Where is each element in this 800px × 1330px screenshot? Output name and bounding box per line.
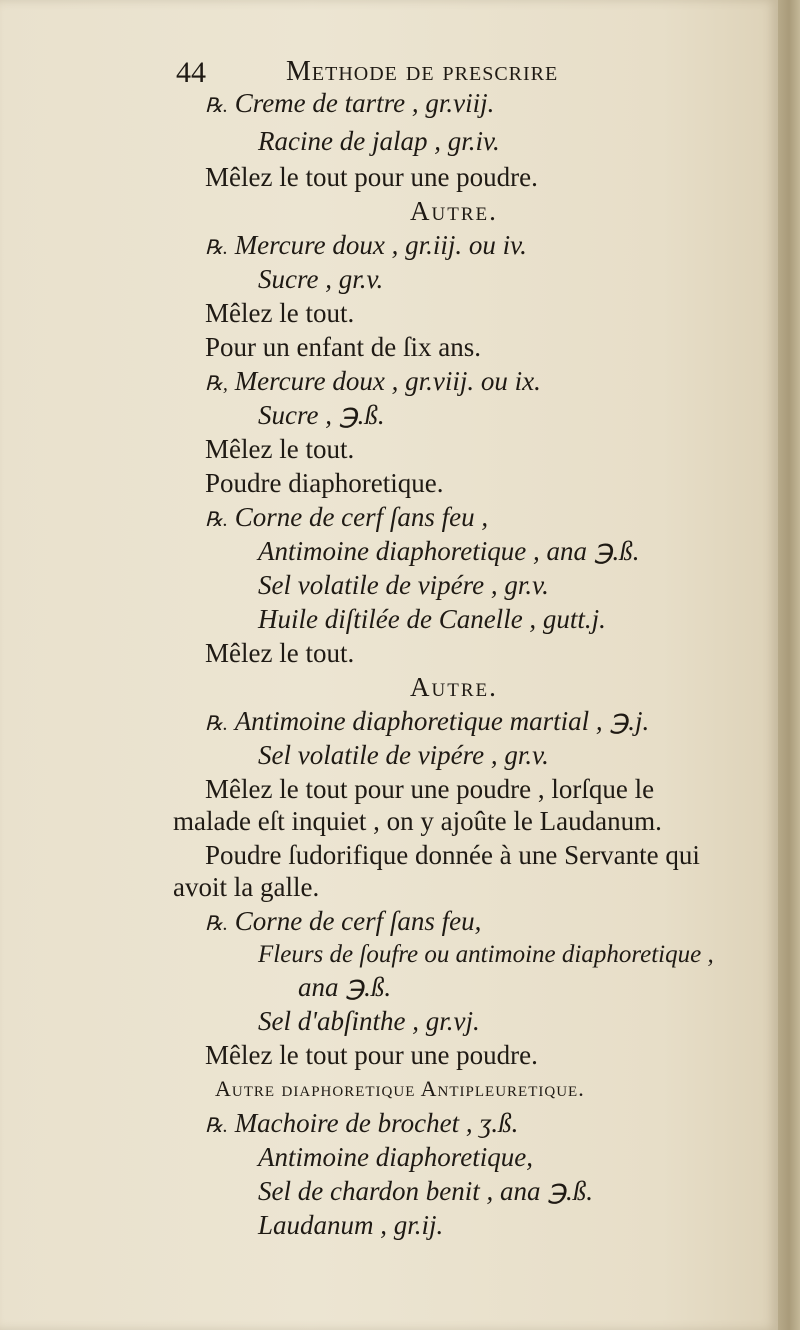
ingredient-line: Machoire de brochet , ʒ.ß.: [234, 1108, 519, 1138]
ingredient-line: Laudanum , gr.ij.: [258, 1210, 444, 1240]
recipe-symbol: ℞.: [205, 913, 228, 935]
ingredient-line: Racine de jalap , gr.iv.: [258, 126, 500, 156]
ingredient-line: Sel d'abſinthe , gr.vj.: [258, 1006, 480, 1036]
section-heading: Autre.: [410, 196, 498, 226]
recipe-symbol: ℞.: [205, 95, 228, 117]
ingredient-line: Sel volatile de vipére , gr.v.: [258, 740, 549, 770]
prescription-line: [205, 366, 541, 399]
recipe-symbol: ℞.: [205, 713, 228, 735]
ingredient-line: Sel volatile de vipére , gr.v.: [258, 570, 549, 600]
running-title-text: Methode de prescrire: [286, 56, 559, 87]
paragraph-line: Poudre ſudorifique donnée à une Servante qui: [205, 840, 700, 870]
instruction-line: Mêlez le tout.: [205, 298, 355, 328]
ingredient-line: Corne de cerf ſans feu,: [234, 906, 482, 936]
ingredient-line: Sucre , gr.v.: [258, 264, 384, 294]
page-number: 44: [176, 56, 206, 89]
prescription-line: [205, 706, 649, 739]
ingredient-line: Sel de chardon benit , ana ℈.ß.: [258, 1176, 594, 1206]
section-heading: Autre diaphoretique Antipleuretique.: [215, 1076, 585, 1101]
ingredient-line: Huile diſtilée de Canelle , gutt.j.: [258, 604, 606, 634]
recipe-symbol: ℞.: [205, 509, 228, 531]
paragraph-line: Mêlez le tout pour une poudre , lorſque le: [205, 774, 655, 804]
prescription-line: [205, 502, 488, 535]
prescription-line: [205, 230, 527, 263]
recipe-symbol: ℞,: [205, 373, 228, 395]
ingredient-line: Antimoine diaphoretique,: [258, 1142, 533, 1172]
recipe-symbol: ℞.: [205, 1115, 228, 1137]
heading-line: Poudre diaphoretique.: [205, 468, 444, 498]
instruction-line: Mêlez le tout pour une poudre.: [205, 1040, 538, 1070]
instruction-line: Mêlez le tout.: [205, 638, 355, 668]
heading-line: Pour un enfant de ſix ans.: [205, 332, 481, 362]
ingredient-line: Fleurs de ſoufre ou antimoine diaphoretique ,: [258, 941, 714, 968]
ingredient-line: Antimoine diaphoretique martial , ℈.j.: [234, 706, 650, 736]
prescription-line: [205, 88, 494, 121]
prescription-line: [205, 1108, 518, 1141]
ingredient-line: Sucre , ℈.ß.: [258, 400, 385, 430]
ingredient-line: Mercure doux , gr.iij. ou iv.: [234, 230, 527, 260]
instruction-line: Mêlez le tout pour une poudre.: [205, 162, 538, 192]
ingredient-line: Mercure doux , gr.viij. ou ix.: [234, 366, 541, 396]
paragraph-line: avoit la galle.: [173, 872, 320, 902]
ingredient-line: Corne de cerf ſans feu ,: [234, 502, 489, 532]
paragraph-line: malade eſt inquiet , on y ajoûte le Laudanum.: [173, 806, 662, 836]
instruction-line: Mêlez le tout.: [205, 434, 355, 464]
ingredient-line: Antimoine diaphoretique , ana ℈.ß.: [258, 536, 640, 566]
running-title: [286, 56, 558, 88]
section-heading: Autre.: [410, 672, 498, 702]
ingredient-line: Creme de tartre , gr.viij.: [234, 88, 495, 118]
prescription-line: [205, 906, 481, 939]
recipe-symbol: ℞.: [205, 237, 228, 259]
ingredient-line: ana ℈.ß.: [298, 972, 392, 1002]
page-edge: [778, 0, 800, 1330]
